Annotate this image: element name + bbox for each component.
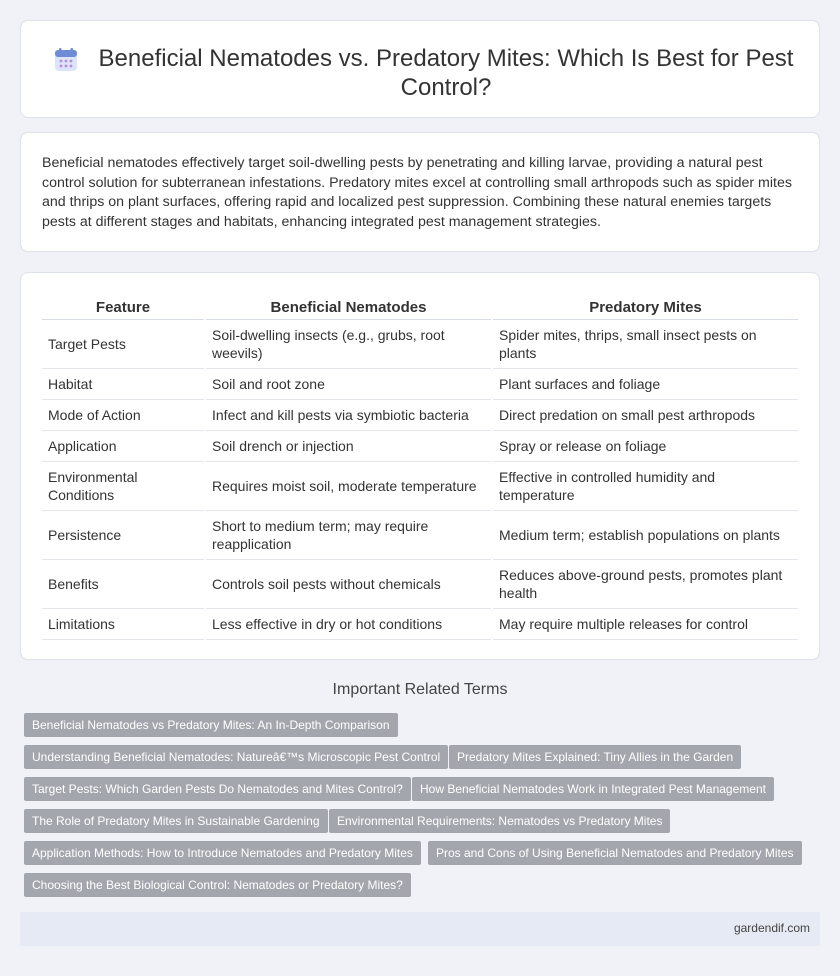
table-cell: Spider mites, thrips, small insect pests on plants <box>492 319 798 368</box>
table-cell: Soil drench or injection <box>205 430 492 461</box>
table-row <box>42 430 798 461</box>
table-cell: Environmental Conditions <box>42 461 205 510</box>
table-cell: Plant surfaces and foliage <box>492 368 798 399</box>
table-cell: Infect and kill pests via symbiotic bacteria <box>205 399 492 430</box>
table-cell: Reduces above-ground pests, promotes plant health <box>492 559 798 608</box>
table-cell: Target Pests <box>42 319 205 368</box>
table-header-row <box>42 297 798 319</box>
table-row <box>42 399 798 430</box>
table-cell: Spray or release on foliage <box>492 430 798 461</box>
related-term-link[interactable]: Target Pests: Which Garden Pests Do Nematodes and Mites Control? <box>24 777 411 801</box>
table-cell: May require multiple releases for control <box>492 608 798 639</box>
related-term-link[interactable]: Environmental Requirements: Nematodes vs Predatory Mites <box>329 809 670 833</box>
column-header: Feature <box>42 297 205 319</box>
table-row <box>42 510 798 559</box>
table-cell: Controls soil pests without chemicals <box>205 559 492 608</box>
table-cell: Habitat <box>42 368 205 399</box>
table-row <box>42 319 798 368</box>
page-title: Beneficial Nematodes vs. Predatory Mites: Which Is Best for Pest Control? <box>98 45 794 101</box>
table-cell: Mode of Action <box>42 399 205 430</box>
column-header: Predatory Mites <box>492 297 798 319</box>
table-row <box>42 559 798 608</box>
table-row <box>42 608 798 639</box>
table-cell: Benefits <box>42 559 205 608</box>
column-header: Beneficial Nematodes <box>205 297 492 319</box>
table-cell: Short to medium term; may require reapplication <box>205 510 492 559</box>
footer-site-name[interactable]: gardendif.com <box>733 921 810 935</box>
related-term-link[interactable]: Predatory Mites Explained: Tiny Allies in the Garden <box>449 745 741 769</box>
footer <box>20 912 820 946</box>
calendar-icon <box>53 47 79 73</box>
table-cell: Persistence <box>42 510 205 559</box>
table-cell: Direct predation on small pest arthropods <box>492 399 798 430</box>
comparison-table-card <box>20 272 820 660</box>
related-terms-title: Important Related Terms <box>332 681 508 698</box>
table-cell: Soil and root zone <box>205 368 492 399</box>
table-cell: Less effective in dry or hot conditions <box>205 608 492 639</box>
table-row <box>42 461 798 510</box>
table-row <box>42 368 798 399</box>
related-term-link[interactable]: Beneficial Nematodes vs Predatory Mites: An In-Depth Comparison <box>24 713 398 737</box>
related-term-link[interactable]: Application Methods: How to Introduce Nematodes and Predatory Mites <box>24 841 421 865</box>
header-card <box>20 20 820 118</box>
related-term-link[interactable]: Pros and Cons of Using Beneficial Nematodes and Predatory Mites <box>428 841 802 865</box>
table-cell: Soil-dwelling insects (e.g., grubs, root weevils) <box>205 319 492 368</box>
table-cell: Limitations <box>42 608 205 639</box>
related-term-link[interactable]: How Beneficial Nematodes Work in Integrated Pest Management <box>412 777 774 801</box>
intro-paragraph: Beneficial nematodes effectively target soil-dwelling pests by penetrating and killing larvae, providing a natural pest control solution for subterranean infestations. Predatory mites excel at controlling small arthropods such as spider mites and thrips on plant surfaces, offering rapid and localized pest suppression. Combining these natural enemies targets pests at different stages and habitats, enhancing integrated pest management strategies. <box>42 155 792 230</box>
table-cell: Effective in controlled humidity and temperature <box>492 461 798 510</box>
table-cell: Requires moist soil, moderate temperature <box>205 461 492 510</box>
related-term-link[interactable]: Choosing the Best Biological Control: Nematodes or Predatory Mites? <box>24 873 411 897</box>
title-row <box>21 21 821 119</box>
related-term-link[interactable]: The Role of Predatory Mites in Sustainable Gardening <box>24 809 328 833</box>
related-term-link[interactable]: Understanding Beneficial Nematodes: Natureâ€™s Microscopic Pest Control <box>24 745 448 769</box>
comparison-table <box>42 297 798 640</box>
table-cell: Application <box>42 430 205 461</box>
intro-card <box>20 132 820 252</box>
table-cell: Medium term; establish populations on plants <box>492 510 798 559</box>
